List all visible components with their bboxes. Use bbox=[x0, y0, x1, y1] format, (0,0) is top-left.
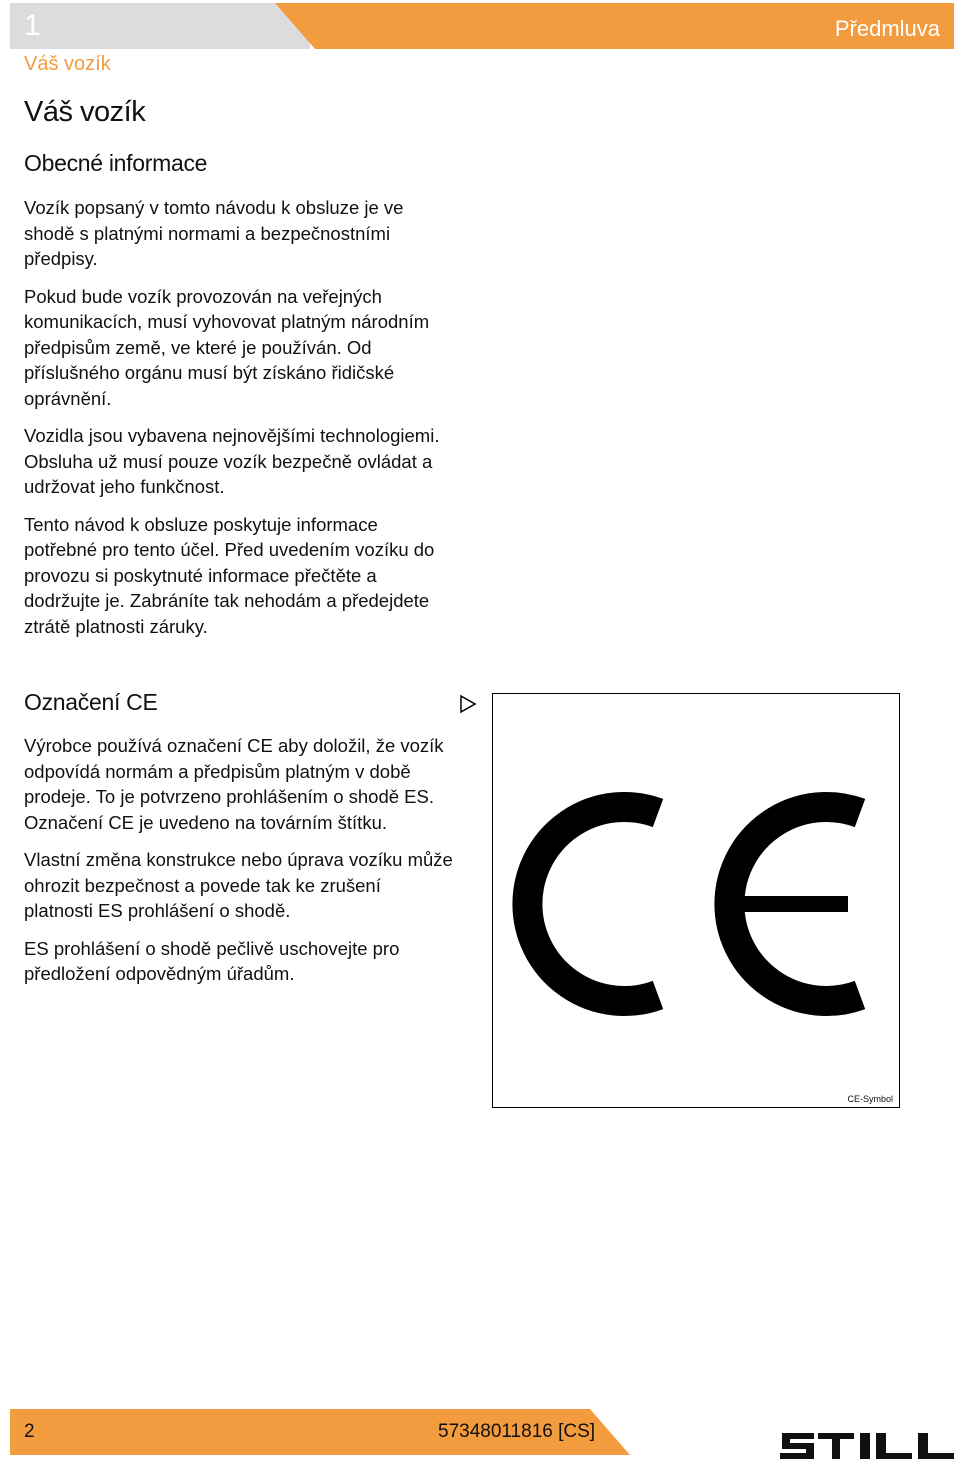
heading-general-info: Obecné informace bbox=[24, 150, 208, 176]
chapter-number: 1 bbox=[24, 9, 41, 42]
page-footer bbox=[10, 1409, 630, 1455]
general-info-text bbox=[24, 195, 454, 651]
heading-ce-marking: Označení CE bbox=[24, 689, 158, 715]
header-gray-band bbox=[10, 3, 310, 49]
paragraph: Vlastní změna konstrukce nebo úprava vozíku může ohrozit bezpečnost a povede tak ke zrušení platnosti ES prohlášení o shodě. bbox=[24, 849, 453, 921]
figure-caption: CE-Symbol bbox=[847, 1094, 893, 1104]
ce-symbol-figure bbox=[492, 693, 900, 1108]
document-id: 57348011816 [CS] bbox=[438, 1421, 596, 1442]
still-logo bbox=[780, 1433, 954, 1464]
paragraph: Pokud bude vozík provozován na veřejných komunikacích, musí vyhovovat platným národním předpisům země, ve které je používán. Od příslušného orgánu musí být získáno řidičské oprávnění. bbox=[24, 285, 430, 409]
paragraph: Vozidla jsou vybavena nejnovějšími technologiemi. Obsluha už musí pouze vozík bezpečně ovládat a udržovat jeho funkčnost. bbox=[24, 425, 440, 497]
paragraph: Tento návod k obsluze poskytuje informace potřebné pro tento účel. Před uvedením vozíku do provozu si poskytnuté informace přečtěte a dodržujte je. Zabráníte tak nehodám a předejdete ztrátě platnosti záruky. bbox=[24, 513, 435, 637]
ce-mark-icon bbox=[493, 694, 898, 1106]
figure-pointer-icon bbox=[458, 694, 478, 719]
page-number: 2 bbox=[24, 1421, 35, 1442]
page-title: Váš vozík bbox=[24, 96, 146, 128]
ce-marking-text bbox=[24, 733, 454, 999]
running-head: Váš vozík bbox=[24, 53, 111, 75]
page-header bbox=[10, 3, 954, 49]
paragraph: ES prohlášení o shodě pečlivě uschovejte pro předložení odpovědným úřadům. bbox=[24, 937, 400, 984]
paragraph: Výrobce používá označení CE aby doložil, že vozík odpovídá normám a předpisům platným v době prodeje. To je potvrzeno prohlášením o shodě ES. Označení CE je uvedeno na továrním štítku. bbox=[24, 735, 444, 833]
section-title: Předmluva bbox=[834, 16, 940, 41]
paragraph: Vozík popsaný v tomto návodu k obsluze je ve shodě s platnými normami a bezpečnostními předpisy. bbox=[24, 197, 404, 269]
